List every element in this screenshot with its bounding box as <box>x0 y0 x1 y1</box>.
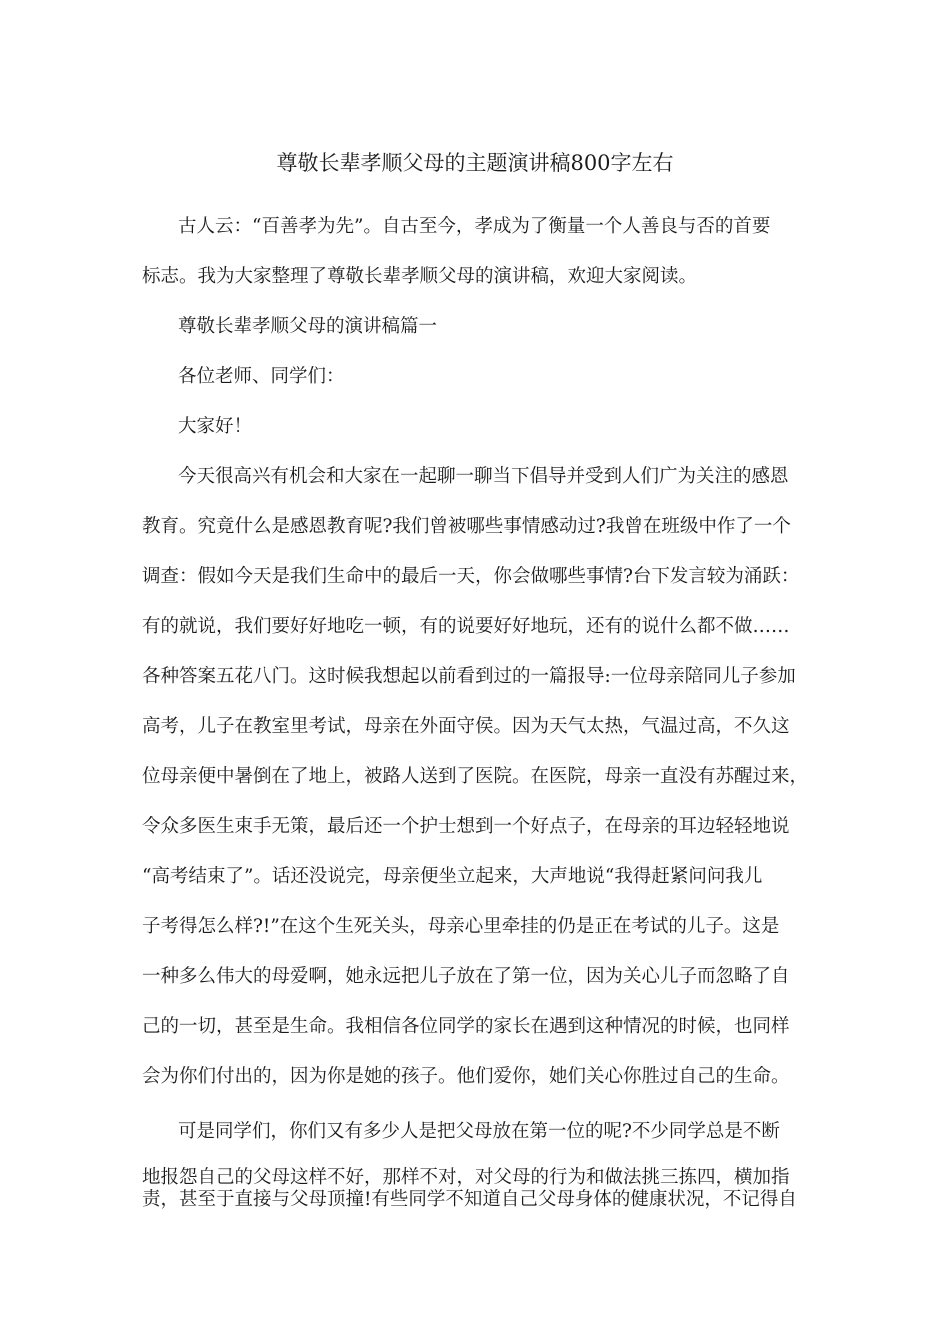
paragraph-line: 教育。究竟什么是感恩教育呢?我们曾被哪些事情感动过?我曾在班级中作了一个 <box>142 516 791 537</box>
paragraph-line: 责，甚至于直接与父母顶撞!有些同学不知道自己父母身体的健康状况，不记得自 <box>142 1189 797 1210</box>
paragraph-line: 古人云：“百善孝为先”。自古至今，孝成为了衡量一个人善良与否的首要 <box>178 216 771 237</box>
greeting-line: 大家好！ <box>178 416 253 437</box>
paragraph-line: 调查：假如今天是我们生命中的最后一天，你会做哪些事情?台下发言较为涌跃： <box>142 566 800 587</box>
document-title: 尊敬长辈孝顺父母的主题演讲稿800字左右 <box>276 151 674 175</box>
paragraph-line: 有的就说，我们要好好地吃一顿，有的说要好好地玩，还有的说什么都不做…… <box>142 616 790 637</box>
paragraph-line: 标志。我为大家整理了尊敬长辈孝顺父母的演讲稿，欢迎大家阅读。 <box>142 266 698 287</box>
paragraph-line: 各种答案五花八门。这时候我想起以前看到过的一篇报导:一位母亲陪同儿子参加 <box>142 666 796 687</box>
paragraph-line: 己的一切，甚至是生命。我相信各位同学的家长在遇到这种情况的时候，也同样 <box>142 1016 790 1037</box>
paragraph-line: 今天很高兴有机会和大家在一起聊一聊当下倡导并受到人们广为关注的感恩 <box>178 466 789 487</box>
paragraph-line: 令众多医生束手无策，最后还一个护士想到一个好点子，在母亲的耳边轻轻地说 <box>142 816 790 837</box>
paragraph-line: 可是同学们，你们又有多少人是把父母放在第一位的呢?不少同学总是不断 <box>178 1121 780 1142</box>
paragraph-line: “高考结束了”。话还没说完，母亲便坐立起来，大声地说“我得赶紧问问我儿 <box>142 866 763 887</box>
section-heading: 尊敬长辈孝顺父母的演讲稿篇一 <box>178 316 438 337</box>
paragraph-line: 地报怨自己的父母这样不好，那样不对，对父母的行为和做法挑三拣四，横加指 <box>142 1167 790 1188</box>
salutation-line: 各位老师、同学们： <box>178 366 345 387</box>
paragraph-line: 子考得怎么样?!”在这个生死关头，母亲心里牵挂的仍是正在考试的儿子。这是 <box>142 916 780 937</box>
paragraph-line: 会为你们付出的，因为你是她的孩子。他们爱你，她们关心你胜过自己的生命。 <box>142 1066 790 1087</box>
paragraph-line: 一种多么伟大的母爱啊，她永远把儿子放在了第一位，因为关心儿子而忽略了自 <box>142 966 790 987</box>
paragraph-line: 位母亲便中暑倒在了地上，被路人送到了医院。在医院，母亲一直没有苏醒过来， <box>142 766 809 787</box>
paragraph-line: 高考，儿子在教室里考试，母亲在外面守侯。因为天气太热，气温过高，不久这 <box>142 716 790 737</box>
